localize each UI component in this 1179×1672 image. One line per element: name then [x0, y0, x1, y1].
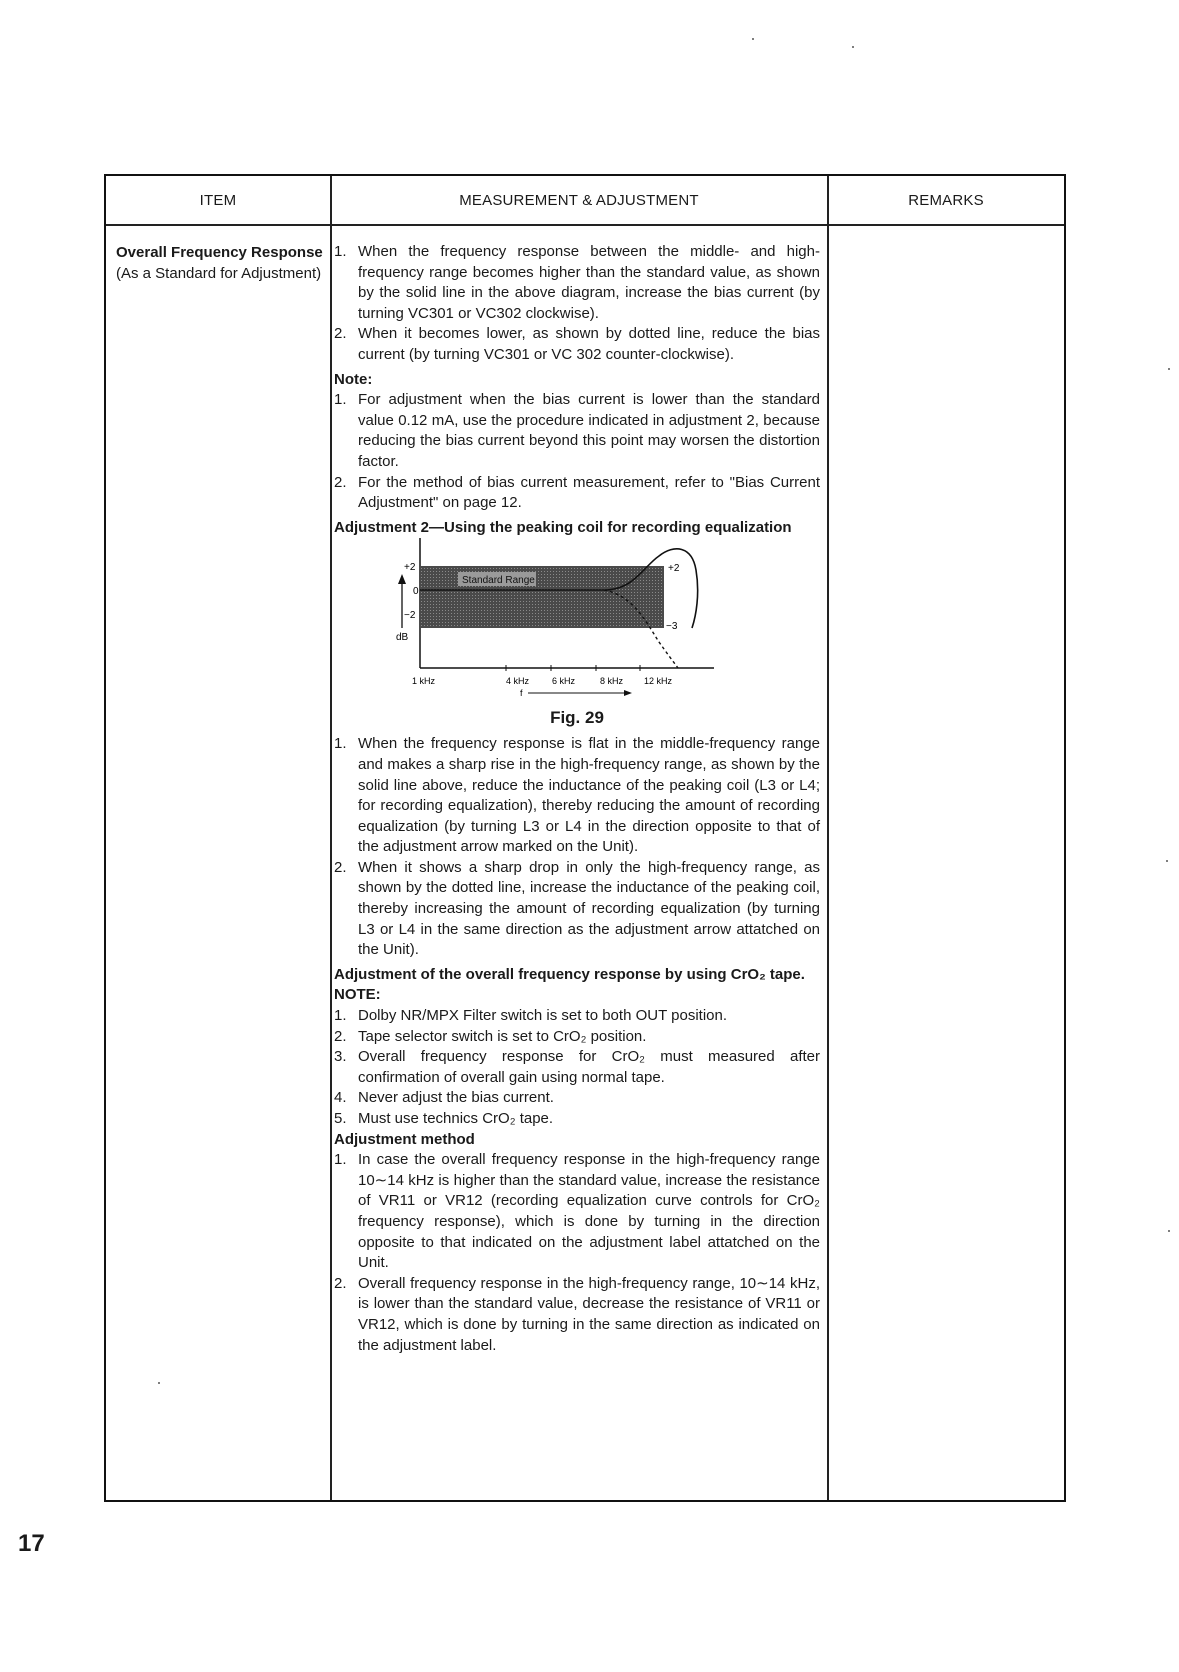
x-tick-label: 6 kHz: [552, 676, 576, 687]
column-divider-1: [330, 176, 332, 1500]
y-tick-plus2: +2: [404, 562, 416, 574]
y-tick-0: 0: [413, 586, 419, 598]
list-item: 4. Never adjust the bias current.: [334, 1089, 554, 1107]
remarks-cell: [829, 226, 1064, 1500]
header-measurement: MEASUREMENT & ADJUSTMENT: [459, 191, 699, 209]
part2-list: [334, 734, 820, 961]
figure-29: [334, 538, 820, 734]
x-label: f: [520, 688, 523, 699]
scan-speck: [1168, 368, 1170, 370]
standard-range-band: [420, 566, 664, 628]
x-tick-label: 4 kHz: [506, 676, 530, 687]
list-item: 5. Must use technics CrO₂ tape.: [334, 1110, 554, 1127]
list-item: 2. Overall frequency response in the high-frequency range, 10∼14 kHz, is lower than the standard value, decrease the resistance of VR11 or VR12, which is done by turning in the same direction as indicated on the adjustment label.: [334, 1274, 820, 1354]
y-tick-minus2: −2: [404, 610, 416, 622]
item-cell: [116, 242, 331, 284]
scan-speck: [1168, 1230, 1170, 1232]
item-subtitle: (As a Standard for Adjustment): [116, 265, 322, 282]
list-item: 2. Tape selector switch is set to CrO₂ position.: [334, 1027, 647, 1045]
scan-speck: [752, 38, 754, 40]
y-unit: dB: [396, 632, 409, 644]
cro2-notes-list: [334, 1006, 820, 1130]
scan-speck: [1166, 860, 1168, 862]
right-label-minus3: −3: [666, 621, 678, 633]
list-item: 2. When it becomes lower, as shown by dotted line, reduce the bias current (by turning VC301 or VC 302 counter-clockwise).: [334, 325, 820, 363]
list-item: 1. When the frequency response is flat in the middle-frequency range and makes a sharp rise in the high-frequency range, as shown by the solid line above, reduce the inductance of the peaking coil (L3 or L4; for recording equalization), thereby reducing the amount of recording equalization (by turning L3 or L4 in the direction opposite to that of the adjustment arrow marked on the Unit).: [334, 735, 820, 856]
scan-speck: [158, 1382, 160, 1384]
figure-caption: Fig. 29: [550, 708, 604, 728]
x-tick-label: 1 kHz: [412, 676, 436, 687]
right-label-plus2: +2: [668, 563, 680, 575]
list-item: 1. Dolby NR/MPX Filter switch is set to both OUT position.: [334, 1007, 728, 1025]
x-tick-label: 12 kHz: [644, 676, 673, 687]
header-remarks: REMARKS: [908, 191, 984, 209]
item-title: Overall Frequency Response: [116, 244, 323, 261]
band-label: Standard Range: [462, 575, 535, 587]
db-arrow-head: [398, 574, 406, 584]
note-label: Note:: [334, 370, 373, 388]
list-item: 1. For adjustment when the bias current is lower than the standard value 0.12 mA, use the procedure indicated in adjustment 2, because reducing the bias current beyond this point may worsen the distortion factor.: [334, 391, 820, 470]
adjustment-2-heading: Adjustment 2—Using the peaking coil for recording equalization: [334, 518, 792, 536]
list-item: 3. Overall frequency response for CrO₂ must measured after confirmation of overall gain using normal tape.: [334, 1048, 820, 1086]
f-arrow-head: [624, 690, 632, 696]
x-tick-label: 8 kHz: [600, 676, 624, 687]
cro2-note-label: NOTE:: [334, 986, 381, 1004]
scan-speck: [852, 46, 854, 48]
method-list: [334, 1150, 820, 1356]
page-number: 17: [18, 1530, 45, 1557]
list-item: 1. When the frequency response between the middle- and high-frequency range becomes higher than the standard value, as shown by the solid line in the above diagram, increase the bias current (by turning VC301 or VC302 clockwise).: [334, 243, 820, 322]
list-item: 1. In case the overall frequency response in the high-frequency range 10∼14 kHz is higher than the standard value, increase the resistance of VR11 or VR12 (recording equalization curve controls for CrO₂ frequency response), which is done by turning in the direction opposite to that indicated on the adjustment label attatched on the Unit.: [334, 1151, 820, 1272]
list-item: 2. When it shows a sharp drop in only the high-frequency range, as shown by the dotted line, increase the inductance of the peaking coil, thereby increasing the amount of recording equalization (by turning L3 or L4 in the same direction as the adjustment arrow attatched on the Unit).: [334, 858, 820, 959]
header-item: ITEM: [199, 191, 237, 209]
method-heading: Adjustment method: [334, 1130, 475, 1148]
measurement-cell: [334, 242, 820, 1356]
notes-list: [334, 390, 820, 514]
adjustment-table: [104, 174, 1066, 1502]
list-item: 2. For the method of bias current measurement, refer to "Bias Current Adjustment" on page 12.: [334, 473, 820, 512]
part1-list: [334, 242, 820, 366]
frequency-response-diagram: [334, 538, 820, 734]
cro2-heading: Adjustment of the overall frequency response by using CrO₂ tape.: [334, 965, 805, 983]
